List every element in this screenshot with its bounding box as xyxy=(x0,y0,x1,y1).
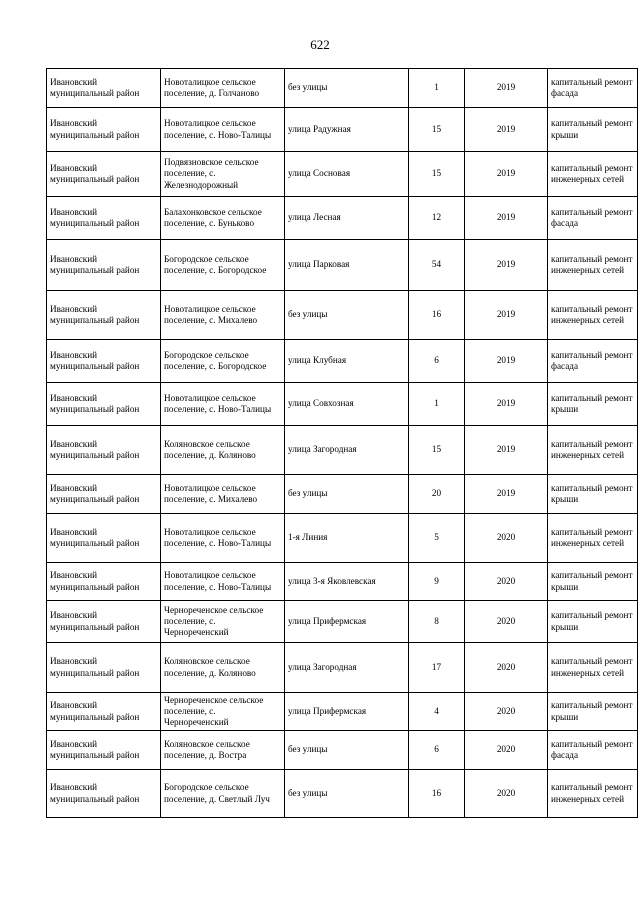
settlement-cell: Коляновское сельское поселение, д. Коляново xyxy=(161,426,285,475)
street-cell: улица Клубная xyxy=(285,340,409,383)
table-row xyxy=(47,475,638,514)
year-cell: 2019 xyxy=(465,69,548,108)
house-number-cell: 12 xyxy=(409,197,465,240)
year-cell: 2019 xyxy=(465,108,548,152)
street-cell: без улицы xyxy=(285,291,409,340)
district-cell: Ивановский муниципальный район xyxy=(47,601,161,643)
table-row xyxy=(47,69,638,108)
house-number-cell: 15 xyxy=(409,108,465,152)
house-number-cell: 17 xyxy=(409,643,465,693)
work-type-cell: капитальный ремонт инженерных сетей xyxy=(548,291,638,340)
table-body xyxy=(47,69,638,818)
house-number-cell: 1 xyxy=(409,383,465,426)
district-cell: Ивановский муниципальный район xyxy=(47,291,161,340)
work-type-cell: капитальный ремонт крыши xyxy=(548,108,638,152)
district-cell: Ивановский муниципальный район xyxy=(47,383,161,426)
table-row xyxy=(47,643,638,693)
district-cell: Ивановский муниципальный район xyxy=(47,340,161,383)
street-cell: улица Радужная xyxy=(285,108,409,152)
year-cell: 2019 xyxy=(465,340,548,383)
street-cell: улица Прифермская xyxy=(285,693,409,731)
year-cell: 2020 xyxy=(465,563,548,601)
settlement-cell: Богородское сельское поселение, д. Светлый Луч xyxy=(161,770,285,818)
settlement-cell: Богородское сельское поселение, с. Богородское xyxy=(161,340,285,383)
district-cell: Ивановский муниципальный район xyxy=(47,152,161,197)
street-cell: улица Загородная xyxy=(285,643,409,693)
street-cell: улица 3-я Яковлевская xyxy=(285,563,409,601)
work-type-cell: капитальный ремонт инженерных сетей xyxy=(548,643,638,693)
settlement-cell: Новоталицкое сельское поселение, с. Ново-Талицы xyxy=(161,563,285,601)
district-cell: Ивановский муниципальный район xyxy=(47,69,161,108)
street-cell: улица Парковая xyxy=(285,240,409,291)
work-type-cell: капитальный ремонт фасада xyxy=(548,197,638,240)
work-type-cell: капитальный ремонт крыши xyxy=(548,475,638,514)
year-cell: 2019 xyxy=(465,152,548,197)
year-cell: 2019 xyxy=(465,383,548,426)
table-row xyxy=(47,197,638,240)
street-cell: улица Лесная xyxy=(285,197,409,240)
settlement-cell: Новоталицкое сельское поселение, с. Михалево xyxy=(161,475,285,514)
settlement-cell: Подвязновское сельское поселение, с. Железнодорожный xyxy=(161,152,285,197)
work-type-cell: капитальный ремонт инженерных сетей xyxy=(548,514,638,563)
year-cell: 2020 xyxy=(465,601,548,643)
house-number-cell: 4 xyxy=(409,693,465,731)
year-cell: 2019 xyxy=(465,291,548,340)
table-row xyxy=(47,601,638,643)
settlement-cell: Богородское сельское поселение, с. Богородское xyxy=(161,240,285,291)
work-type-cell: капитальный ремонт инженерных сетей xyxy=(548,240,638,291)
street-cell: без улицы xyxy=(285,475,409,514)
work-type-cell: капитальный ремонт фасада xyxy=(548,731,638,770)
district-cell: Ивановский муниципальный район xyxy=(47,643,161,693)
work-type-cell: капитальный ремонт крыши xyxy=(548,563,638,601)
table-row xyxy=(47,426,638,475)
work-type-cell: капитальный ремонт крыши xyxy=(548,383,638,426)
table-row xyxy=(47,514,638,563)
work-type-cell: капитальный ремонт инженерных сетей xyxy=(548,152,638,197)
house-number-cell: 5 xyxy=(409,514,465,563)
street-cell: улица Загородная xyxy=(285,426,409,475)
district-cell: Ивановский муниципальный район xyxy=(47,475,161,514)
year-cell: 2020 xyxy=(465,731,548,770)
page-number: 622 xyxy=(310,37,330,52)
house-number-cell: 6 xyxy=(409,731,465,770)
district-cell: Ивановский муниципальный район xyxy=(47,563,161,601)
district-cell: Ивановский муниципальный район xyxy=(47,426,161,475)
table-row xyxy=(47,240,638,291)
street-cell: улица Совхозная xyxy=(285,383,409,426)
work-type-cell: капитальный ремонт фасада xyxy=(548,69,638,108)
year-cell: 2019 xyxy=(465,197,548,240)
street-cell: 1-я Линия xyxy=(285,514,409,563)
house-number-cell: 8 xyxy=(409,601,465,643)
house-number-cell: 15 xyxy=(409,152,465,197)
table-row xyxy=(47,152,638,197)
district-cell: Ивановский муниципальный район xyxy=(47,108,161,152)
settlement-cell: Коляновское сельское поселение, д. Востра xyxy=(161,731,285,770)
work-type-cell: капитальный ремонт инженерных сетей xyxy=(548,426,638,475)
settlement-cell: Коляновское сельское поселение, д. Коляново xyxy=(161,643,285,693)
table-row xyxy=(47,340,638,383)
year-cell: 2019 xyxy=(465,240,548,291)
street-cell: без улицы xyxy=(285,770,409,818)
settlement-cell: Новоталицкое сельское поселение, с. Михалево xyxy=(161,291,285,340)
settlement-cell: Новоталицкое сельское поселение, с. Ново-Талицы xyxy=(161,514,285,563)
work-type-cell: капитальный ремонт крыши xyxy=(548,693,638,731)
table-row xyxy=(47,770,638,818)
house-number-cell: 9 xyxy=(409,563,465,601)
street-cell: улица Прифермская xyxy=(285,601,409,643)
house-number-cell: 54 xyxy=(409,240,465,291)
year-cell: 2020 xyxy=(465,693,548,731)
house-number-cell: 16 xyxy=(409,291,465,340)
year-cell: 2020 xyxy=(465,514,548,563)
district-cell: Ивановский муниципальный район xyxy=(47,514,161,563)
house-number-cell: 16 xyxy=(409,770,465,818)
district-cell: Ивановский муниципальный район xyxy=(47,240,161,291)
table-row xyxy=(47,291,638,340)
repair-schedule-table xyxy=(46,68,638,818)
table-row xyxy=(47,563,638,601)
table-row xyxy=(47,693,638,731)
settlement-cell: Чернореченское сельское поселение, с. Чернореченский xyxy=(161,693,285,731)
district-cell: Ивановский муниципальный район xyxy=(47,770,161,818)
settlement-cell: Чернореченское сельское поселение, с. Чернореченский xyxy=(161,601,285,643)
district-cell: Ивановский муниципальный район xyxy=(47,693,161,731)
settlement-cell: Балахонковское сельское поселение, с. Буньково xyxy=(161,197,285,240)
house-number-cell: 1 xyxy=(409,69,465,108)
table-row xyxy=(47,108,638,152)
house-number-cell: 15 xyxy=(409,426,465,475)
year-cell: 2019 xyxy=(465,475,548,514)
work-type-cell: капитальный ремонт фасада xyxy=(548,340,638,383)
street-cell: улица Сосновая xyxy=(285,152,409,197)
settlement-cell: Новоталицкое сельское поселение, с. Ново-Талицы xyxy=(161,383,285,426)
year-cell: 2019 xyxy=(465,426,548,475)
year-cell: 2020 xyxy=(465,770,548,818)
street-cell: без улицы xyxy=(285,69,409,108)
house-number-cell: 6 xyxy=(409,340,465,383)
district-cell: Ивановский муниципальный район xyxy=(47,197,161,240)
year-cell: 2020 xyxy=(465,643,548,693)
work-type-cell: капитальный ремонт инженерных сетей xyxy=(548,770,638,818)
house-number-cell: 20 xyxy=(409,475,465,514)
district-cell: Ивановский муниципальный район xyxy=(47,731,161,770)
street-cell: без улицы xyxy=(285,731,409,770)
settlement-cell: Новоталицкое сельское поселение, с. Ново-Талицы xyxy=(161,108,285,152)
work-type-cell: капитальный ремонт крыши xyxy=(548,601,638,643)
table-row xyxy=(47,383,638,426)
table-row xyxy=(47,731,638,770)
settlement-cell: Новоталицкое сельское поселение, д. Голчаново xyxy=(161,69,285,108)
